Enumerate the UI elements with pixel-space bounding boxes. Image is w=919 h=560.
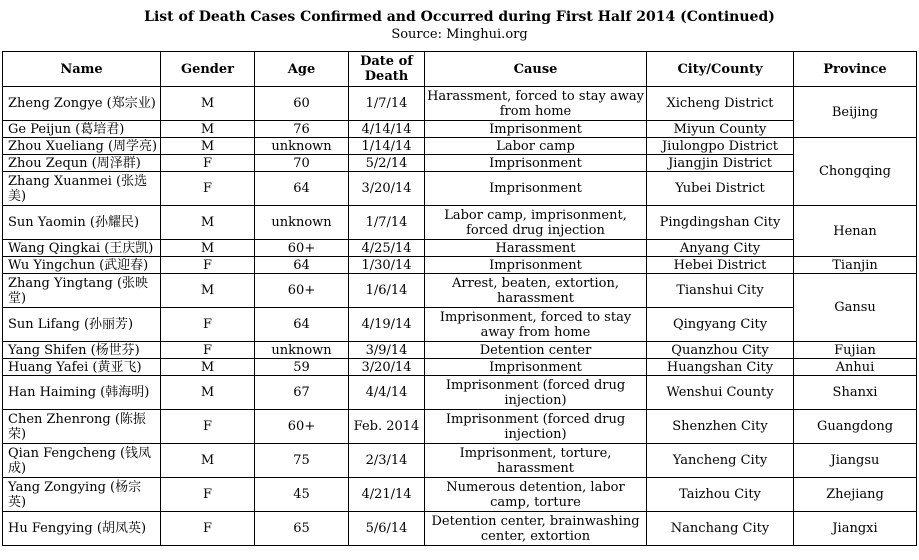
cell-name: Sun Yaomin (孙耀民) — [3, 206, 161, 240]
cell-age: unknown — [255, 342, 349, 359]
cell-date: 4/14/14 — [349, 121, 425, 138]
cell-date: 4/21/14 — [349, 478, 425, 512]
cell-cause: Imprisonment (forced drug injection) — [425, 410, 647, 444]
cell-gender: F — [161, 155, 255, 172]
table-row — [3, 274, 917, 308]
cell-province: Jiangsu — [794, 444, 917, 478]
cell-cause: Numerous detention, labor camp, torture — [425, 478, 647, 512]
cell-age: 60+ — [255, 274, 349, 308]
cell-gender: F — [161, 342, 255, 359]
column-header-age: Age — [255, 52, 349, 87]
cell-gender: M — [161, 87, 255, 121]
cell-date: 4/4/14 — [349, 376, 425, 410]
table-row — [3, 376, 917, 410]
cell-province: Tianjin — [794, 257, 917, 274]
cell-province: Henan — [794, 206, 917, 257]
cell-cause: Detention center — [425, 342, 647, 359]
cell-cause: Imprisonment — [425, 121, 647, 138]
cell-city: Shenzhen City — [647, 410, 794, 444]
cell-province: Beijing — [794, 87, 917, 138]
cell-province: Jiangxi — [794, 512, 917, 546]
cell-gender: M — [161, 444, 255, 478]
cell-age: 64 — [255, 308, 349, 342]
cell-name: Wang Qingkai (王庆凯) — [3, 240, 161, 257]
cell-name: Zhang Yingtang (张映堂) — [3, 274, 161, 308]
cell-name: Zheng Zongye (郑宗业) — [3, 87, 161, 121]
cell-age: unknown — [255, 138, 349, 155]
cell-name: Zhou Zequn (周泽群) — [3, 155, 161, 172]
cell-date: 5/6/14 — [349, 512, 425, 546]
table-row — [3, 410, 917, 444]
cell-date: 3/9/14 — [349, 342, 425, 359]
cell-name: Yang Zongying (杨宗英) — [3, 478, 161, 512]
cell-gender: M — [161, 274, 255, 308]
cell-age: 60+ — [255, 240, 349, 257]
cell-cause: Imprisonment (forced drug injection) — [425, 376, 647, 410]
cell-city: Xicheng District — [647, 87, 794, 121]
table-row — [3, 512, 917, 546]
cell-name: Zhou Xueliang (周学亮) — [3, 138, 161, 155]
table-row — [3, 342, 917, 359]
cell-age: 76 — [255, 121, 349, 138]
cell-city: Hebei District — [647, 257, 794, 274]
cell-name: Han Haiming (韩海明) — [3, 376, 161, 410]
cell-city: Anyang City — [647, 240, 794, 257]
cell-date: Feb. 2014 — [349, 410, 425, 444]
cell-gender: F — [161, 410, 255, 444]
cell-city: Jiulongpo District — [647, 138, 794, 155]
cell-age: 65 — [255, 512, 349, 546]
cell-age: 60 — [255, 87, 349, 121]
cell-cause: Imprisonment — [425, 359, 647, 376]
cell-name: Zhang Xuanmei (张选美) — [3, 172, 161, 206]
cell-date: 5/2/14 — [349, 155, 425, 172]
cell-city: Pingdingshan City — [647, 206, 794, 240]
cell-date: 1/6/14 — [349, 274, 425, 308]
death-cases-table — [2, 51, 917, 546]
cell-province: Shanxi — [794, 376, 917, 410]
cell-age: 64 — [255, 172, 349, 206]
table-row — [3, 206, 917, 240]
cell-date: 1/7/14 — [349, 206, 425, 240]
cell-city: Yubei District — [647, 172, 794, 206]
cell-gender: M — [161, 240, 255, 257]
cell-gender: M — [161, 359, 255, 376]
cell-age: 64 — [255, 257, 349, 274]
cell-age: 60+ — [255, 410, 349, 444]
cell-name: Sun Lifang (孙丽芳) — [3, 308, 161, 342]
cell-gender: M — [161, 206, 255, 240]
table-row — [3, 444, 917, 478]
cell-name: Huang Yafei (黄亚飞) — [3, 359, 161, 376]
table-row — [3, 138, 917, 155]
cell-city: Tianshui City — [647, 274, 794, 308]
header-row — [3, 52, 917, 87]
table-row — [3, 121, 917, 138]
cell-cause: Labor camp, imprisonment, forced drug injection — [425, 206, 647, 240]
cell-city: Nanchang City — [647, 512, 794, 546]
cell-cause: Harassment, forced to stay away from home — [425, 87, 647, 121]
cell-province: Gansu — [794, 274, 917, 342]
cell-date: 1/14/14 — [349, 138, 425, 155]
cell-city: Qingyang City — [647, 308, 794, 342]
cell-gender: M — [161, 376, 255, 410]
cell-province: Guangdong — [794, 410, 917, 444]
cell-city: Quanzhou City — [647, 342, 794, 359]
cell-name: Hu Fengying (胡凤英) — [3, 512, 161, 546]
cell-city: Miyun County — [647, 121, 794, 138]
cell-cause: Labor camp — [425, 138, 647, 155]
cell-age: 70 — [255, 155, 349, 172]
cell-province: Fujian — [794, 342, 917, 359]
table-row — [3, 172, 917, 206]
table-row — [3, 87, 917, 121]
cell-cause: Harassment — [425, 240, 647, 257]
cell-date: 1/7/14 — [349, 87, 425, 121]
cell-cause: Imprisonment — [425, 257, 647, 274]
cell-cause: Imprisonment — [425, 155, 647, 172]
table-row — [3, 155, 917, 172]
page-title: List of Death Cases Confirmed and Occurred during First Half 2014 (Continued) — [144, 9, 775, 25]
cell-gender: F — [161, 172, 255, 206]
cell-province: Zhejiang — [794, 478, 917, 512]
column-header-date: Date of Death — [349, 52, 425, 87]
cell-city: Wenshui County — [647, 376, 794, 410]
cell-cause: Imprisonment — [425, 172, 647, 206]
cell-age: 75 — [255, 444, 349, 478]
cell-name: Ge Peijun (葛培君) — [3, 121, 161, 138]
cell-gender: M — [161, 138, 255, 155]
cell-date: 3/20/14 — [349, 172, 425, 206]
cell-name: Yang Shifen (杨世芬) — [3, 342, 161, 359]
cell-date: 4/25/14 — [349, 240, 425, 257]
cell-province: Anhui — [794, 359, 917, 376]
column-header-province: Province — [794, 52, 917, 87]
column-header-gender: Gender — [161, 52, 255, 87]
cell-name: Chen Zhenrong (陈振荣) — [3, 410, 161, 444]
cell-province: Chongqing — [794, 138, 917, 206]
cell-date: 2/3/14 — [349, 444, 425, 478]
cell-age: 67 — [255, 376, 349, 410]
cell-date: 4/19/14 — [349, 308, 425, 342]
cell-name: Qian Fengcheng (钱凤成) — [3, 444, 161, 478]
table-row — [3, 308, 917, 342]
cell-gender: F — [161, 512, 255, 546]
column-header-city: City/County — [647, 52, 794, 87]
cell-date: 1/30/14 — [349, 257, 425, 274]
cell-city: Huangshan City — [647, 359, 794, 376]
cell-gender: F — [161, 257, 255, 274]
cell-name: Wu Yingchun (武迎春) — [3, 257, 161, 274]
table-row — [3, 359, 917, 376]
cell-gender: F — [161, 308, 255, 342]
column-header-name: Name — [3, 52, 161, 87]
cell-city: Jiangjin District — [647, 155, 794, 172]
column-header-cause: Cause — [425, 52, 647, 87]
cell-gender: M — [161, 121, 255, 138]
cell-cause: Imprisonment, forced to stay away from home — [425, 308, 647, 342]
cell-cause: Detention center, brainwashing center, extortion — [425, 512, 647, 546]
cell-date: 3/20/14 — [349, 359, 425, 376]
table-row — [3, 257, 917, 274]
cell-city: Taizhou City — [647, 478, 794, 512]
cell-age: 59 — [255, 359, 349, 376]
cell-cause: Imprisonment, torture, harassment — [425, 444, 647, 478]
cell-cause: Arrest, beaten, extortion, harassment — [425, 274, 647, 308]
table-row — [3, 478, 917, 512]
source-line: Source: Minghui.org — [391, 27, 528, 42]
cell-city: Yancheng City — [647, 444, 794, 478]
cell-age: 45 — [255, 478, 349, 512]
cell-gender: F — [161, 478, 255, 512]
table-row — [3, 240, 917, 257]
cell-age: unknown — [255, 206, 349, 240]
